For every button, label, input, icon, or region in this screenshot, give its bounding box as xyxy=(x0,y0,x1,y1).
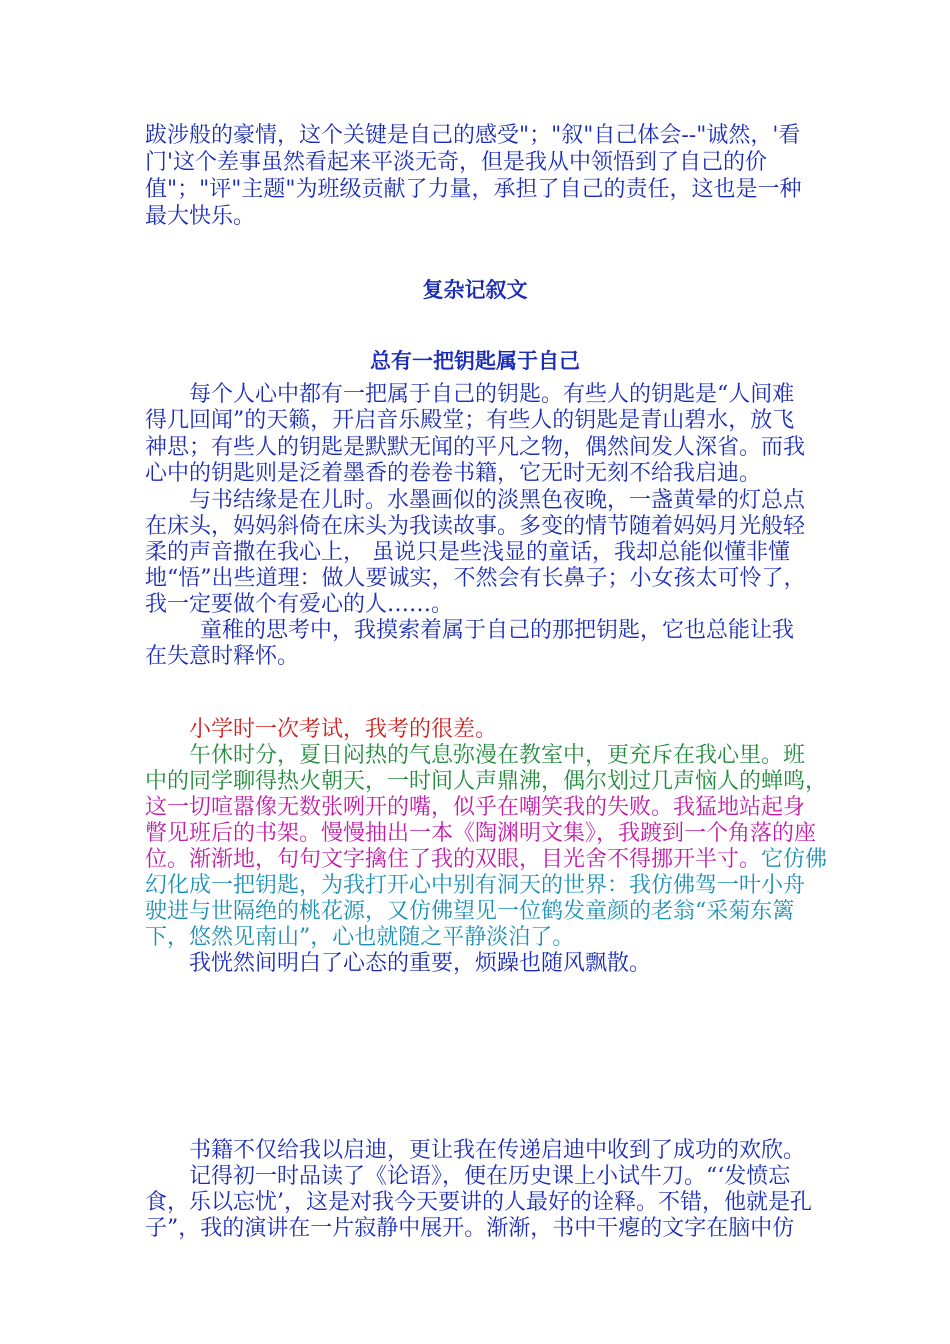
colored-segment: 位。 xyxy=(145,847,190,872)
top-paragraph-line: 最大快乐。 xyxy=(145,204,256,229)
paragraph2-line: 在床头，妈妈斜倚在床头为我读故事。多变的情节随着妈妈月光般轻 xyxy=(145,514,806,539)
colored-paragraph-line xyxy=(145,846,828,873)
section-heading: 复杂记叙文 xyxy=(422,278,528,302)
paragraph4-line: 子”，我的演讲在一片寂静中展开。渐渐，书中干瘪的文字在脑中仿 xyxy=(145,1216,795,1241)
colored-paragraph-line: 幻化成一把钥匙，为我打开心中别有洞天的世界：我仿佛驾一叶小舟 xyxy=(145,873,806,898)
essay-title: 总有一把钥匙属于自己 xyxy=(370,349,580,373)
paragraph3-line: 在失意时释怀。 xyxy=(145,644,300,669)
paragraph3-line: 童稚的思考中，我摸索着属于自己的那把钥匙，它也总能让我 xyxy=(200,618,795,643)
paragraph4-line: 书籍不仅给我以启迪，更让我在传递启迪中收到了成功的欢欣。 xyxy=(189,1138,806,1163)
colored-paragraph-line: 驶进与世隔绝的桃花源，又仿佛望见一位鹤发童颜的老翁“采菊东篱 xyxy=(145,899,795,924)
top-paragraph-line: 门'这个差事虽然看起来平淡无奇，但是我从中领悟到了自己的价 xyxy=(145,150,768,175)
colored-paragraph-line: 下，悠然见南山”，心也就随之平静淡泊了。 xyxy=(145,925,575,950)
colored-paragraph-line: 中的同学聊得热火朝天，一时间人声鼎沸，偶尔划过几声恼人的蝉鸣， xyxy=(145,769,828,794)
paragraph2-line: 与书结缘是在儿时。水墨画似的淡黑色夜晚，一盏黄晕的灯总点 xyxy=(189,488,806,513)
colored-paragraph-line: 这一切喧嚣像无数张咧开的嘴，似乎在嘲笑我的失败。我猛地站起身 xyxy=(145,795,806,820)
paragraph1-line: 神思；有些人的钥匙是默默无闻的平凡之物，偶然间发人深省。而我 xyxy=(145,435,806,460)
top-paragraph-line: 跋涉般的豪情，这个关键是自己的感受"；"叙"自己体会--"诚然，'看 xyxy=(145,123,801,148)
paragraph4-line: 食，乐以忘忧’，这是对我今天要讲的人最好的诠释。不错，他就是孔 xyxy=(145,1190,812,1215)
exam-line: 小学时一次考试，我考的很差。 xyxy=(189,717,498,742)
colored-paragraph-line: 午休时分，夏日闷热的气息弥漫在教室中，更充斥在我心里。班 xyxy=(189,743,806,768)
colored-segment: 它仿佛 xyxy=(761,847,828,872)
paragraph1-line: 心中的钥匙则是泛着墨香的卷卷书籍，它无时无刻不给我启迪。 xyxy=(145,461,762,486)
top-paragraph-line: 值"；"评"主题"为班级贡献了力量，承担了自己的责任，这也是一种 xyxy=(145,177,802,202)
colored-paragraph-line: 瞥见班后的书架。慢慢抽出一本《陶渊明文集》，我踱到一个角落的座 xyxy=(145,821,817,846)
paragraph2-line: 地“悟”出些道理：做人要诚实，不然会有长鼻子；小女孩太可怜了， xyxy=(145,566,806,591)
paragraph1-line: 得几回闻”的天籁，开启音乐殿堂；有些人的钥匙是青山碧水，放飞 xyxy=(145,408,795,433)
paragraph2-line: 柔的声音撒在我心上， 虽说只是些浅显的童话，我却总能似懂非懂 xyxy=(145,540,790,565)
paragraph1-line: 每个人心中都有一把属于自己的钥匙。有些人的钥匙是“人间难 xyxy=(189,382,795,407)
colored-segment: 渐渐地，句句文字擒住了我的双眼，目光舍不得挪开半寸。 xyxy=(189,847,762,872)
paragraph2-line: 我一定要做个有爱心的人……。 xyxy=(145,592,454,617)
paragraph4-line: 记得初一时品读了《论语》，便在历史课上小试牛刀。“‘发愤忘 xyxy=(189,1164,791,1189)
conclusion-line: 我恍然间明白了心态的重要，烦躁也随风飘散。 xyxy=(189,951,652,976)
